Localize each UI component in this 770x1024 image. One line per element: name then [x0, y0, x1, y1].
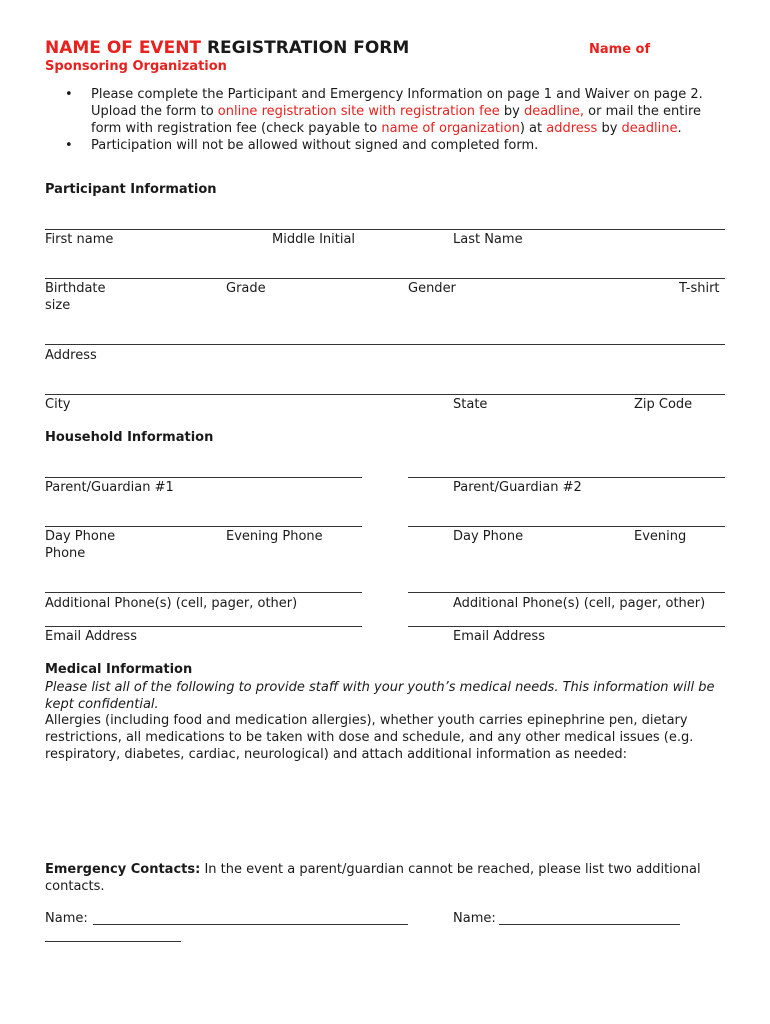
bullet-icon: • — [65, 138, 73, 153]
evening-2-label: Evening — [634, 529, 687, 544]
medical-italic-note: Please list all of the following to provide staff with your youth’s medical needs. This information will be kept confidential. — [45, 680, 715, 712]
instructions-list — [45, 86, 705, 154]
medical-heading: Medical Information — [45, 662, 193, 677]
form-title — [45, 38, 409, 58]
phone-wrap-label: Phone — [45, 546, 86, 561]
parent-guardian-1-label: Parent/Guardian #1 — [45, 480, 174, 495]
tshirt-label: T-shirt — [679, 281, 720, 296]
registration-form-label: REGISTRATION FORM — [206, 38, 410, 58]
emergency-name-1-label: Name: — [45, 911, 88, 926]
birthdate-field-line[interactable] — [45, 278, 725, 279]
household-heading: Household Information — [45, 430, 214, 445]
event-name: NAME OF EVENT — [45, 38, 202, 58]
name-field-line[interactable] — [45, 229, 725, 230]
email-2-label: Email Address — [453, 629, 545, 644]
city-label: City — [45, 397, 71, 412]
emergency-heading: Emergency Contacts: — [45, 862, 201, 877]
gender-label: Gender — [408, 281, 456, 296]
deadline-placeholder: deadline, — [523, 104, 585, 119]
day-phone-1-label: Day Phone — [45, 529, 116, 544]
birthdate-label: Birthdate — [45, 281, 106, 296]
zip-code-label: Zip Code — [634, 397, 693, 412]
name-of-label: Name of — [589, 42, 651, 57]
first-name-label: First name — [45, 232, 114, 247]
bullet-icon: • — [65, 87, 73, 102]
parent-guardian-2-line[interactable] — [408, 477, 725, 478]
parent-guardian-1-line[interactable] — [45, 477, 362, 478]
participant-heading: Participant Information — [45, 182, 217, 197]
additional-phone-2-line[interactable] — [408, 592, 725, 593]
email-1-label: Email Address — [45, 629, 137, 644]
additional-phone-1-label: Additional Phone(s) (cell, pager, other) — [45, 596, 298, 611]
emergency-text: In the event a parent/guardian cannot be reached, please list two additional contacts. — [45, 862, 701, 894]
parent-guardian-2-label: Parent/Guardian #2 — [453, 480, 582, 495]
evening-phone-1-label: Evening Phone — [226, 529, 323, 544]
medical-body-text: Allergies (including food and medication allergies), whether youth carries epinephrine pen, dietary restrictions, all medications to be taken with dose and schedule, and any other medical issues (e.g. respiratory, diabetes, cardiac, neurological) and attach additional information as needed: — [45, 713, 694, 762]
additional-phone-2-label: Additional Phone(s) (cell, pager, other) — [453, 596, 706, 611]
medical-info-area[interactable] — [45, 780, 725, 850]
address-field-line[interactable] — [45, 344, 725, 345]
last-name-label: Last Name — [453, 232, 523, 247]
phone-2-line[interactable] — [408, 526, 725, 527]
email-2-line[interactable] — [408, 626, 725, 627]
day-phone-2-label: Day Phone — [453, 529, 524, 544]
emergency-name-1-continuation-line[interactable] — [45, 941, 181, 942]
emergency-name-2-line[interactable] — [499, 924, 680, 925]
phone-1-line[interactable] — [45, 526, 362, 527]
deadline-placeholder-2: deadline — [621, 121, 678, 136]
additional-phone-1-line[interactable] — [45, 592, 362, 593]
emergency-name-2-label: Name: — [453, 911, 496, 926]
grade-label: Grade — [226, 281, 266, 296]
middle-initial-label: Middle Initial — [272, 232, 356, 247]
organization-placeholder: name of organization — [381, 121, 520, 136]
emergency-contacts-paragraph — [45, 861, 725, 895]
address-placeholder: address — [546, 121, 598, 136]
registration-site-placeholder: online registration site with registration fee — [217, 104, 500, 119]
email-1-line[interactable] — [45, 626, 362, 627]
sponsoring-organization: Sponsoring Organization — [45, 59, 227, 74]
city-field-line[interactable] — [45, 394, 725, 395]
size-label: size — [45, 298, 71, 313]
address-label: Address — [45, 348, 97, 363]
instruction-item-2: • Participation will not be allowed without signed and completed form. — [65, 138, 539, 153]
emergency-name-1-line[interactable] — [93, 924, 408, 925]
instruction-item-1: • Please complete the Participant and Emergency Information on page 1 and Waiver on page 2. Upload the form to online registration site with registration fee by deadline, or mail the entire form with registration fee (check payable to name of organization) at address by deadline. — [65, 87, 703, 136]
state-label: State — [453, 397, 488, 412]
